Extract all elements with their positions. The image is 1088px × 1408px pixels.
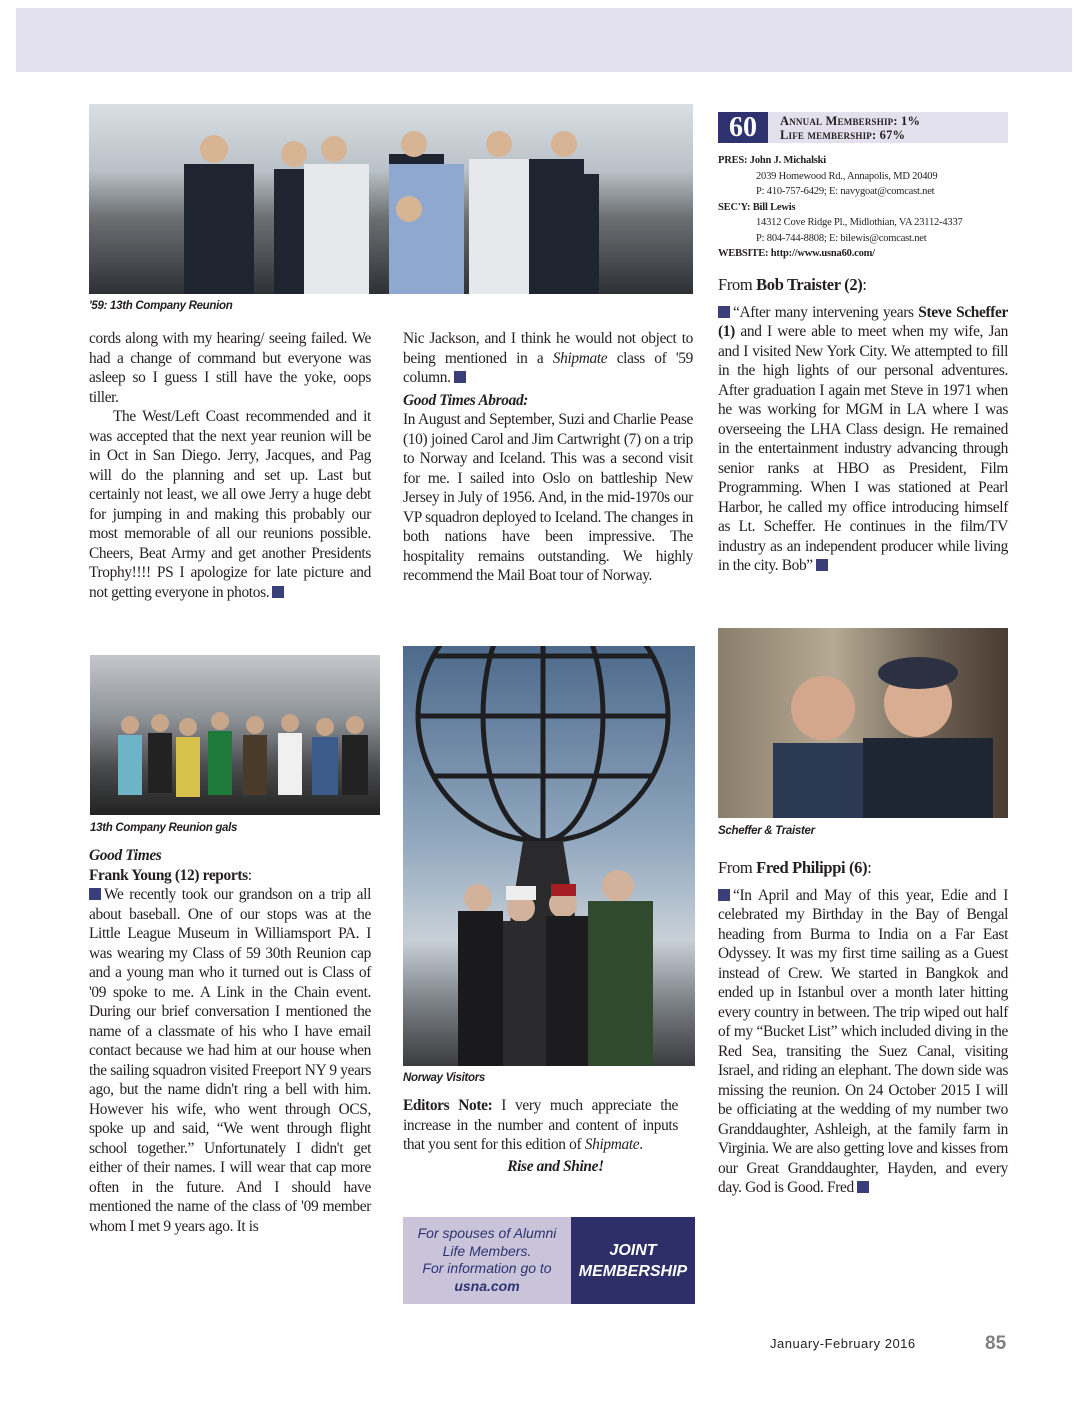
- photo-caption: Norway Visitors: [403, 1072, 485, 1084]
- bullet-square-icon: [89, 888, 101, 900]
- pres-name: John J. Michalski: [749, 155, 827, 166]
- signoff: Rise and Shine!: [507, 1157, 604, 1175]
- section-heading: Good Times: [89, 847, 162, 864]
- class-number: 60: [718, 112, 768, 143]
- paragraph-text: Nic Jackson, and I think he would not object to being mentioned in a: [403, 330, 693, 367]
- photo-caption: '59: 13th Company Reunion: [89, 300, 233, 312]
- paragraph: [403, 410, 693, 586]
- editors-note: [403, 1096, 678, 1176]
- paragraph-text: cords along with my hearing/ seeing failed. We had a change of command but everyone was asleep so I guess I still have the yoke, oops tiller.: [89, 330, 371, 406]
- ad-title: [571, 1217, 695, 1304]
- membership-stats: [780, 114, 920, 142]
- end-mark-icon: [272, 586, 284, 598]
- ad-line: Life Members.: [442, 1242, 532, 1259]
- end-mark-icon: [857, 1181, 869, 1193]
- from-name: Bob Traister (2): [756, 275, 863, 294]
- column-3-philippi: [718, 858, 1008, 1198]
- paragraph-text: The West/Left Coast recommended and it was accepted that the next year reunion will be in Oct in San Diego. Jerry, Jacques, and Pag will do the planning and set up. Last but certainly not least, we all owe Jerry a huge debt for jumping in and making this probably our most memorable of all our reunions possible. Cheers, Beat Army and get another Presidents Trophy!!!! PS I apologize for late picture and not getting everyone in photos.: [89, 408, 371, 601]
- paragraph-text: “In April and May of this year, Edie and I celebrated my Birthday in the Bay of Bengal heading from Burma to India on a Far East Odyssey. It was my first time sailing as a Guest instead of Crew. We started in Bangkok and ended up in Istanbul over a month later hitting every country in between. The trip wiped out half of my “Bucket List” which included diving in the Red Sea, transiting the Suez Canal, visiting Israel, and riding an elephant. The down side was missing the reunion. On 24 October 2015 I will be officiating at the wedding of my number two Granddaughter, Ashleigh, at the family farm in Virginia. We are also getting love and kisses from our Great Granddaughter, Hayden, and every day. God is Good. Fred: [718, 886, 1008, 1196]
- pres-label: PRES:: [718, 155, 748, 166]
- from-prefix: From: [718, 858, 757, 877]
- section-subheading: Frank Young (12) reports: [89, 866, 248, 884]
- joint-membership-ad[interactable]: [403, 1217, 695, 1304]
- paragraph-text: “After many intervening years: [733, 303, 919, 321]
- secy-name: Bill Lewis: [752, 201, 796, 213]
- pres-address: 2039 Homewood Rd., Annapolis, MD 20409: [756, 170, 938, 182]
- class-officers: [718, 153, 963, 262]
- website-label: WEBSITE:: [718, 248, 769, 259]
- photo-caption: Scheffer & Traister: [718, 825, 815, 837]
- photo-scheffer-traister: [718, 628, 1008, 818]
- column-1-good-times: [89, 846, 371, 1236]
- pres-contact: P: 410-757-6429; E: navygoat@comcast.net: [756, 186, 935, 197]
- from-prefix: From: [718, 275, 757, 294]
- class-header: [718, 112, 1008, 143]
- paragraph-text: We recently took our grandson on a trip all about baseball. One of our stops was at the Little League Museum in Williamsport PA. I was wearing my Class of 59 30th Reunion cap and a young man who it turned out is Class of '09 spoke to me. A Link in the Chain event. During our brief conversation I mentioned the name of a classmate of his who I have email contact because we had him at our house when the sailing squadron visited Freeport NY 9 years ago, but the name didn't ring a bell with him. However his wife, who went through OCS, spoke up and said, “We went through flight school together.” Unfortunately I didn't get either of their names. I will wear that cap more often in the future. And I should have mentioned the name of the class of '09 member whom I met 9 years ago. It is: [89, 886, 371, 1235]
- ad-line: For spouses of Alumni: [417, 1225, 557, 1241]
- photo-caption: 13th Company Reunion gals: [90, 822, 238, 834]
- paragraph: [718, 303, 1008, 576]
- bullet-square-icon: [718, 306, 730, 318]
- secy-label: SEC'Y:: [718, 201, 751, 213]
- website-link[interactable]: http://www.usna60.com/: [770, 248, 875, 259]
- ad-title-line: JOINT: [609, 1241, 657, 1259]
- ad-description: [403, 1225, 571, 1295]
- from-suffix: :: [862, 275, 867, 294]
- editors-note-text: I very much appreciate the increase in the number and content of inputs that you sent for this edition of: [403, 1097, 679, 1153]
- annual-membership: Annual Membership: 1%: [780, 114, 921, 128]
- column-2-text: [403, 329, 693, 586]
- paragraph-text: and I were able to meet when my wife, Jan and I visited New York City. We attempted to fill in the high lights of our personal adventures. After graduation I again met Steve in 1971 when he was working for MGM in LA where I was overseeing the LHA Class design. He remained in the entertainment industry advancing through senior ranks at HBO as President, Film Programming. When I was stationed at Pearl Harbor, he called my office introducing himself as Lt. Scheffer. He continues in the film/TV industry as an independent producer while living in the city. Bob”: [718, 323, 1008, 574]
- bullet-square-icon: [718, 889, 730, 901]
- photo-13th-company-reunion: [89, 104, 693, 294]
- italic-text: Shipmate: [552, 349, 608, 367]
- period: .: [639, 1136, 643, 1153]
- ad-line: For information go to: [422, 1260, 552, 1276]
- from-suffix: :: [867, 858, 872, 877]
- paragraph-text: In August and September, Suzi and Charlie Pease (10) joined Carol and Jim Cartwright (7) on a trip to Norway and Iceland. This was a second visit for me. I sailed into Oslo on battleship New Jersey in July of 1956. And, in the mid-1970s our VP squadron deployed to Iceland. The changes in both nations have been impressive. The hospitality remains outstanding. We highly recommend the Mail Boat tour of Norway.: [403, 411, 693, 584]
- paragraph: [89, 329, 371, 407]
- gals-figures: [90, 655, 380, 815]
- photo-norway-visitors: [403, 646, 695, 1066]
- end-mark-icon: [816, 559, 828, 571]
- paragraph: [718, 886, 1008, 1198]
- globe-monument: [403, 646, 695, 1066]
- paragraph: [403, 329, 693, 388]
- column-1-text: [89, 329, 371, 602]
- issue-date: January-February 2016: [770, 1336, 916, 1351]
- bold-name: Steve Scheffer (1): [718, 303, 1009, 340]
- ad-title-line: MEMBERSHIP: [578, 1262, 688, 1280]
- column-3-traister: [718, 275, 1008, 576]
- photo-reunion-gals: [90, 655, 380, 815]
- secy-address: 14312 Cove Ridge Pl., Midlothian, VA 23112-4337: [756, 217, 963, 228]
- end-mark-icon: [454, 371, 466, 383]
- secy-contact: P: 804-744-8808; E: bilewis@comcast.net: [756, 232, 927, 244]
- two-men-figures: [718, 628, 1008, 818]
- from-name: Fred Philippi (6): [756, 858, 868, 877]
- editors-note-label: Editors Note:: [403, 1097, 493, 1114]
- group-photo-figures: [89, 104, 693, 294]
- publication-name: Shipmate: [584, 1136, 640, 1153]
- paragraph: [89, 407, 371, 602]
- header-band: [16, 8, 1072, 72]
- life-membership: Life membership: 67%: [780, 128, 906, 142]
- paragraph: [89, 885, 371, 1236]
- subheading-suffix: :: [247, 866, 252, 884]
- section-heading: Good Times Abroad:: [403, 391, 529, 409]
- paragraph-text: class of '59 column.: [403, 349, 693, 386]
- ad-link[interactable]: usna.com: [454, 1277, 520, 1294]
- page-number: 85: [985, 1333, 1007, 1354]
